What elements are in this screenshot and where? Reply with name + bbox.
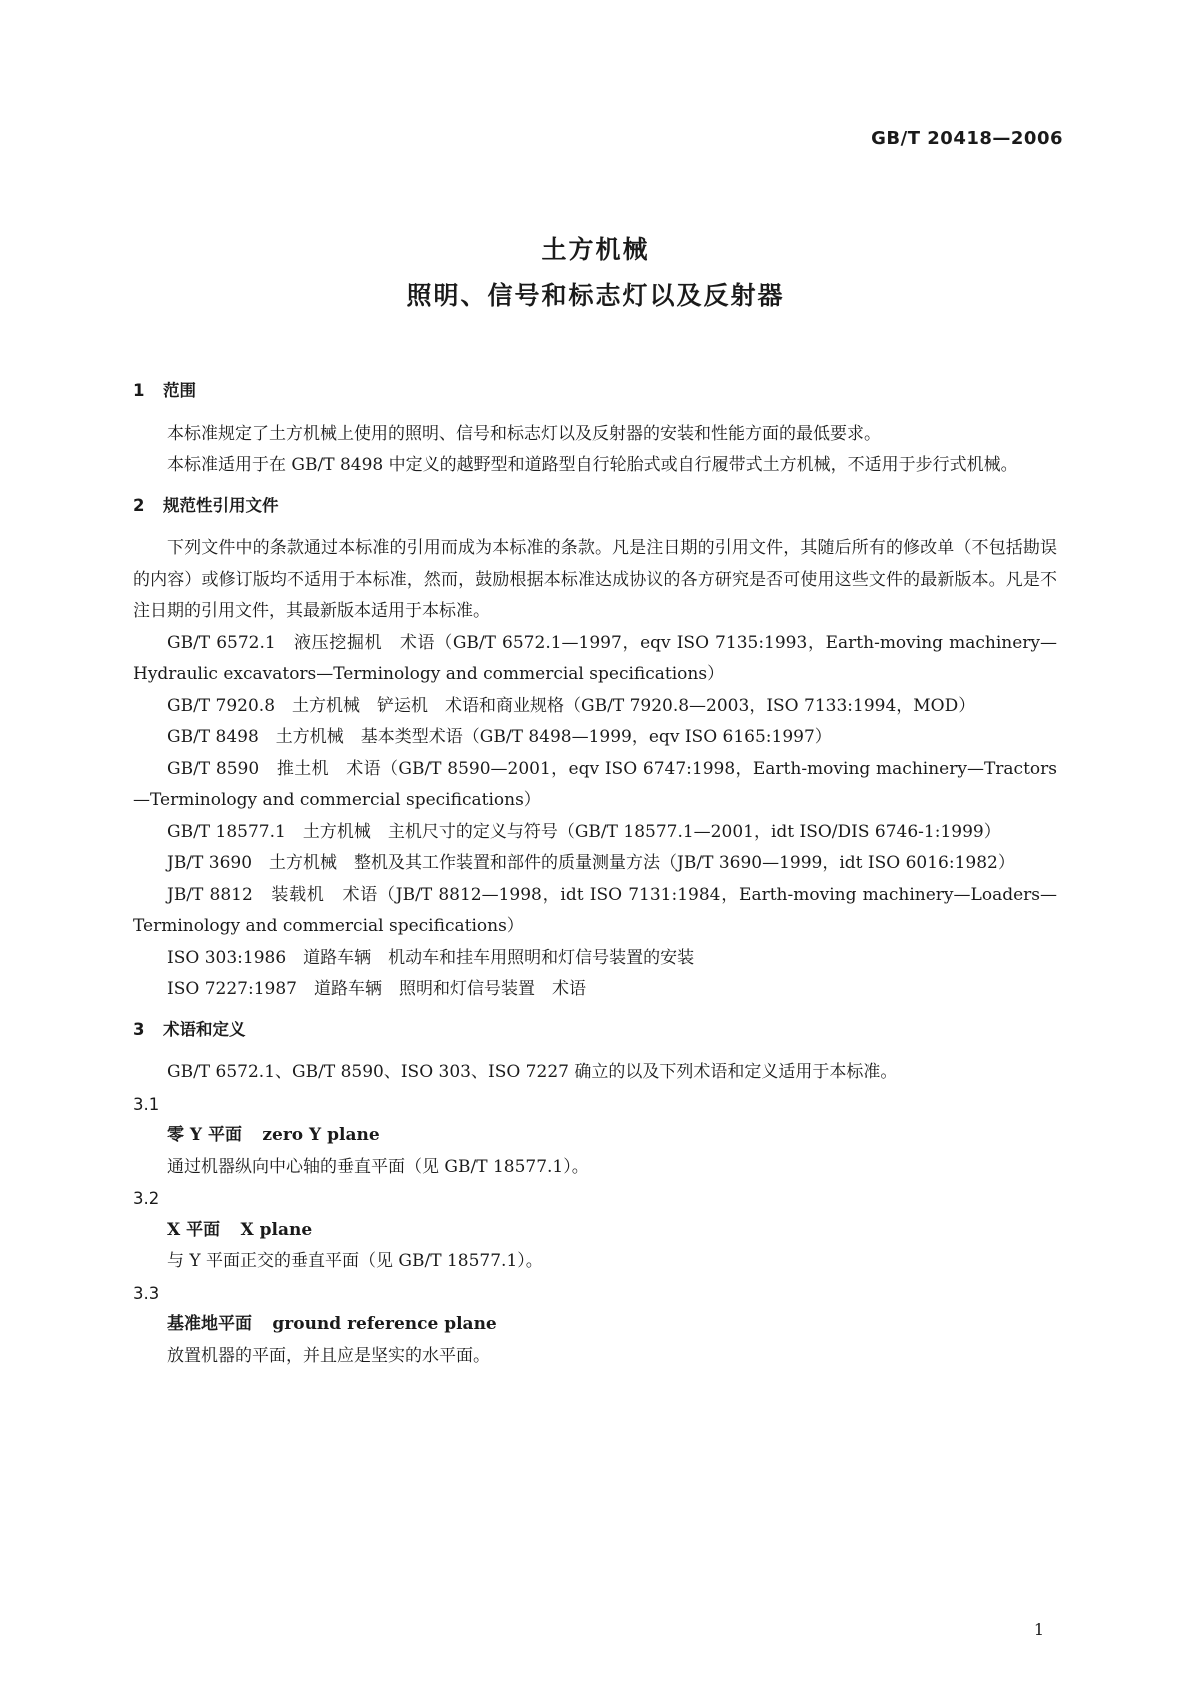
section-heading-terms-definitions: [133, 1014, 1057, 1046]
term-chinese: 基准地平面: [167, 1314, 252, 1334]
term-chinese: 零 Y 平面: [167, 1125, 242, 1145]
references-intro: 下列文件中的条款通过本标准的引用而成为本标准的条款。凡是注日期的引用文件，其随后所有的修改单（不包括勘误的内容）或修订版均不适用于本标准，然而，鼓励根据本标准达成协议的各方研究是否可使用这些文件的最新版本。凡是不注日期的引用文件，其最新版本适用于本标准。: [133, 538, 1057, 621]
term-entry: [133, 1215, 1057, 1247]
section-title: 范围: [163, 381, 196, 400]
reference-item: ISO 7227:1987 道路车辆 照明和灯信号装置 术语: [167, 979, 586, 999]
term-entry: [133, 1120, 1057, 1152]
page-number: 1: [1033, 1620, 1044, 1639]
term-definition: 放置机器的平面，并且应是坚实的水平面。: [167, 1345, 490, 1366]
terms-intro: GB/T 6572.1、GB/T 8590、ISO 303、ISO 7227 确立的以及下列术语和定义适用于本标准。: [167, 1062, 898, 1082]
reference-item: GB/T 7920.8 土方机械 铲运机 术语和商业规格（GB/T 7920.8—2003，ISO 7133:1994，MOD）: [167, 695, 976, 716]
term-number: 3.1: [133, 1094, 160, 1114]
section-heading-scope: [133, 375, 1057, 407]
term-english: zero Y plane: [262, 1125, 380, 1145]
reference-item: GB/T 6572.1 液压挖掘机 术语（GB/T 6572.1—1997，eqv ISO 7135:1993，Earth-moving machinery—Hydraulic excavators—Terminology and commercial specifications）: [133, 632, 1057, 684]
term-definition: 通过机器纵向中心轴的垂直平面（见 GB/T 18577.1）。: [167, 1156, 589, 1177]
section-title: 规范性引用文件: [163, 495, 279, 515]
scope-paragraph-1: 本标准规定了土方机械上使用的照明、信号和标志灯以及反射器的安装和性能方面的最低要求。: [167, 423, 881, 444]
reference-item: ISO 303:1986 道路车辆 机动车和挂车用照明和灯信号装置的安装: [167, 947, 695, 968]
term-chinese: X 平面: [167, 1219, 221, 1240]
term-english: ground reference plane: [272, 1314, 497, 1334]
reference-item: JB/T 8812 装载机 术语（JB/T 8812—1998，idt ISO 7131:1984，Earth-moving machinery—Loaders—Terminology and commercial specifications）: [133, 884, 1057, 936]
reference-item: GB/T 8498 土方机械 基本类型术语（GB/T 8498—1999，eqv ISO 6165:1997）: [167, 727, 832, 747]
section-heading-normative-references: [133, 490, 1057, 522]
section-number: 1: [133, 381, 145, 400]
term-number: 3.2: [133, 1189, 160, 1208]
reference-item: GB/T 18577.1 土方机械 主机尺寸的定义与符号（GB/T 18577.1—2001，idt ISO/DIS 6746-1:1999）: [167, 821, 1001, 842]
term-number: 3.3: [133, 1283, 160, 1303]
term-english: X plane: [240, 1219, 313, 1240]
document-body: [133, 375, 1057, 1372]
section-title: 术语和定义: [163, 1019, 246, 1039]
term-definition: 与 Y 平面正交的垂直平面（见 GB/T 18577.1）。: [167, 1251, 543, 1271]
section-number: 3: [133, 1019, 145, 1039]
document-title-line2: 照明、信号和标志灯以及反射器: [406, 281, 785, 310]
term-entry: [133, 1309, 1057, 1341]
section-number: 2: [133, 495, 145, 515]
reference-item: GB/T 8590 推土机 术语（GB/T 8590—2001，eqv ISO 6747:1998，Earth-moving machinery—Tractors—Terminology and commercial specifications）: [133, 758, 1057, 810]
standard-number: GB/T 20418—2006: [871, 128, 1063, 149]
scope-paragraph-2: 本标准适用于在 GB/T 8498 中定义的越野型和道路型自行轮胎式或自行履带式土方机械，不适用于步行式机械。: [167, 455, 1018, 475]
reference-item: JB/T 3690 土方机械 整机及其工作装置和部件的质量测量方法（JB/T 3690—1999，idt ISO 6016:1982）: [167, 853, 1015, 873]
document-title-line1: 土方机械: [541, 235, 650, 264]
